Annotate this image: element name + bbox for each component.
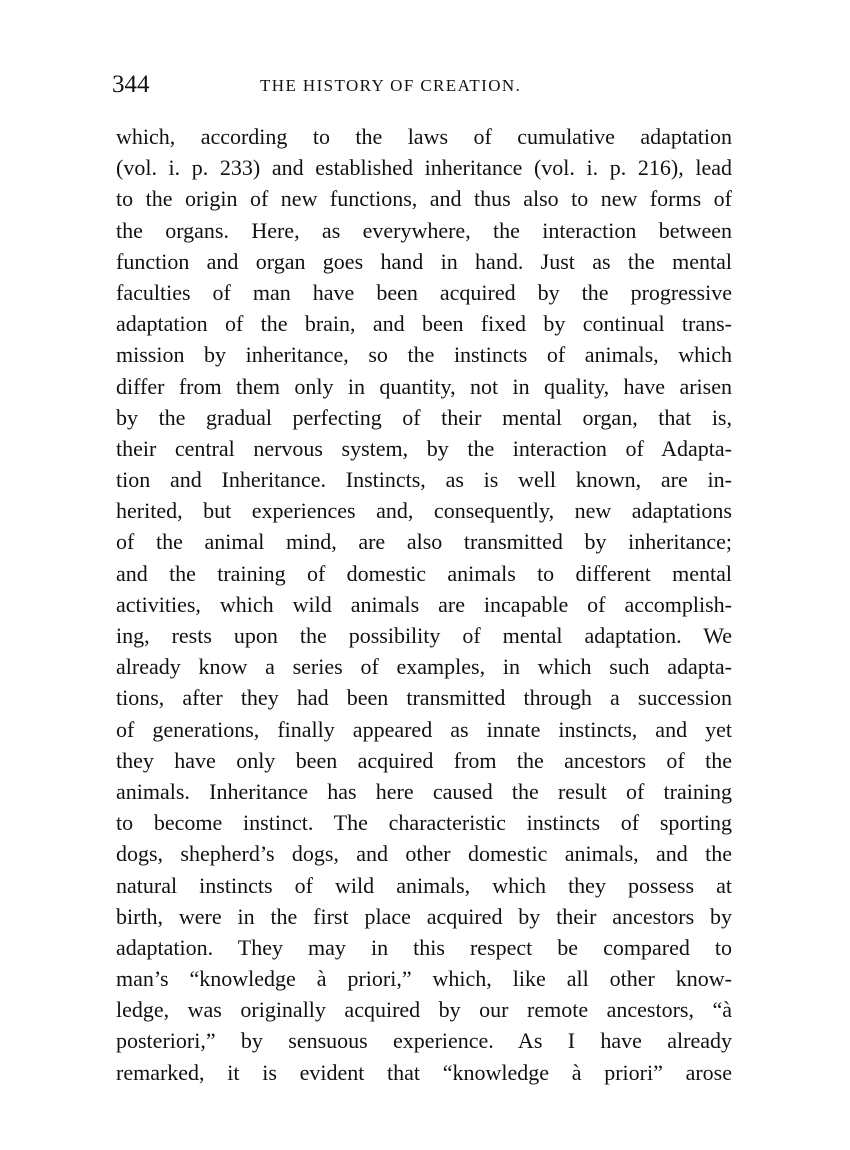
text-line: animals. Inheritance has here caused the result of training xyxy=(116,778,732,804)
text-line: they have only been acquired from the ancestors of the xyxy=(116,747,732,773)
text-line: of the animal mind, are also transmitted by inheritance; xyxy=(116,529,732,555)
text-line: to the origin of new functions, and thus also to new forms of xyxy=(116,186,732,212)
text-line: remarked, it is evident that “knowledge à priori” arose xyxy=(116,1059,732,1085)
text-line: already know a series of examples, in which such adapta- xyxy=(116,654,732,680)
text-line: ledge, was originally acquired by our remote ancestors, “à xyxy=(116,997,732,1023)
text-line: function and organ goes hand in hand. Just as the mental xyxy=(116,248,732,274)
text-line: activities, which wild animals are incapable of accomplish- xyxy=(116,591,732,617)
text-line: tions, after they had been transmitted through a succession xyxy=(116,685,732,711)
text-line: by the gradual perfecting of their mental organ, that is, xyxy=(116,404,732,430)
text-line: and the training of domestic animals to different mental xyxy=(116,560,732,586)
text-line: which, according to the laws of cumulative adaptation xyxy=(116,124,732,149)
text-line: herited, but experiences and, consequently, new adaptations xyxy=(116,498,732,524)
text-line: (vol. i. p. 233) and established inheritance (vol. i. p. 216), lead xyxy=(116,155,732,181)
text-line: dogs, shepherd’s dogs, and other domestic animals, and the xyxy=(116,841,732,867)
text-line: to become instinct. The characteristic instincts of sporting xyxy=(116,810,732,836)
page-number: 344 xyxy=(112,71,150,98)
text-line: faculties of man have been acquired by the progressive xyxy=(116,279,732,305)
running-head: THE HISTORY OF CREATION. xyxy=(260,76,522,95)
text-line: the organs. Here, as everywhere, the interaction between xyxy=(116,217,732,243)
text-line: posteriori,” by sensuous experience. As I have already xyxy=(116,1028,732,1054)
text-line: their central nervous system, by the interaction of Adapta- xyxy=(116,435,732,461)
text-line: mission by inheritance, so the instincts of animals, which xyxy=(116,342,732,368)
text-line: natural instincts of wild animals, which they possess at xyxy=(116,872,732,898)
text-line: adaptation of the brain, and been fixed by continual trans- xyxy=(116,311,732,337)
text-line: differ from them only in quantity, not in quality, have arisen xyxy=(116,373,732,399)
text-line: adaptation. They may in this respect be compared to xyxy=(116,934,732,960)
text-line: ing, rests upon the possibility of mental adaptation. We xyxy=(116,623,732,648)
text-line: of generations, finally appeared as innate instincts, and yet xyxy=(116,716,732,742)
page-header xyxy=(112,70,732,100)
text-line: tion and Inheritance. Instincts, as is well known, are in- xyxy=(116,467,732,493)
text-line: birth, were in the first place acquired by their ancestors by xyxy=(116,903,732,929)
body-text xyxy=(116,121,732,1088)
text-line: man’s “knowledge à priori,” which, like all other know- xyxy=(116,966,732,992)
